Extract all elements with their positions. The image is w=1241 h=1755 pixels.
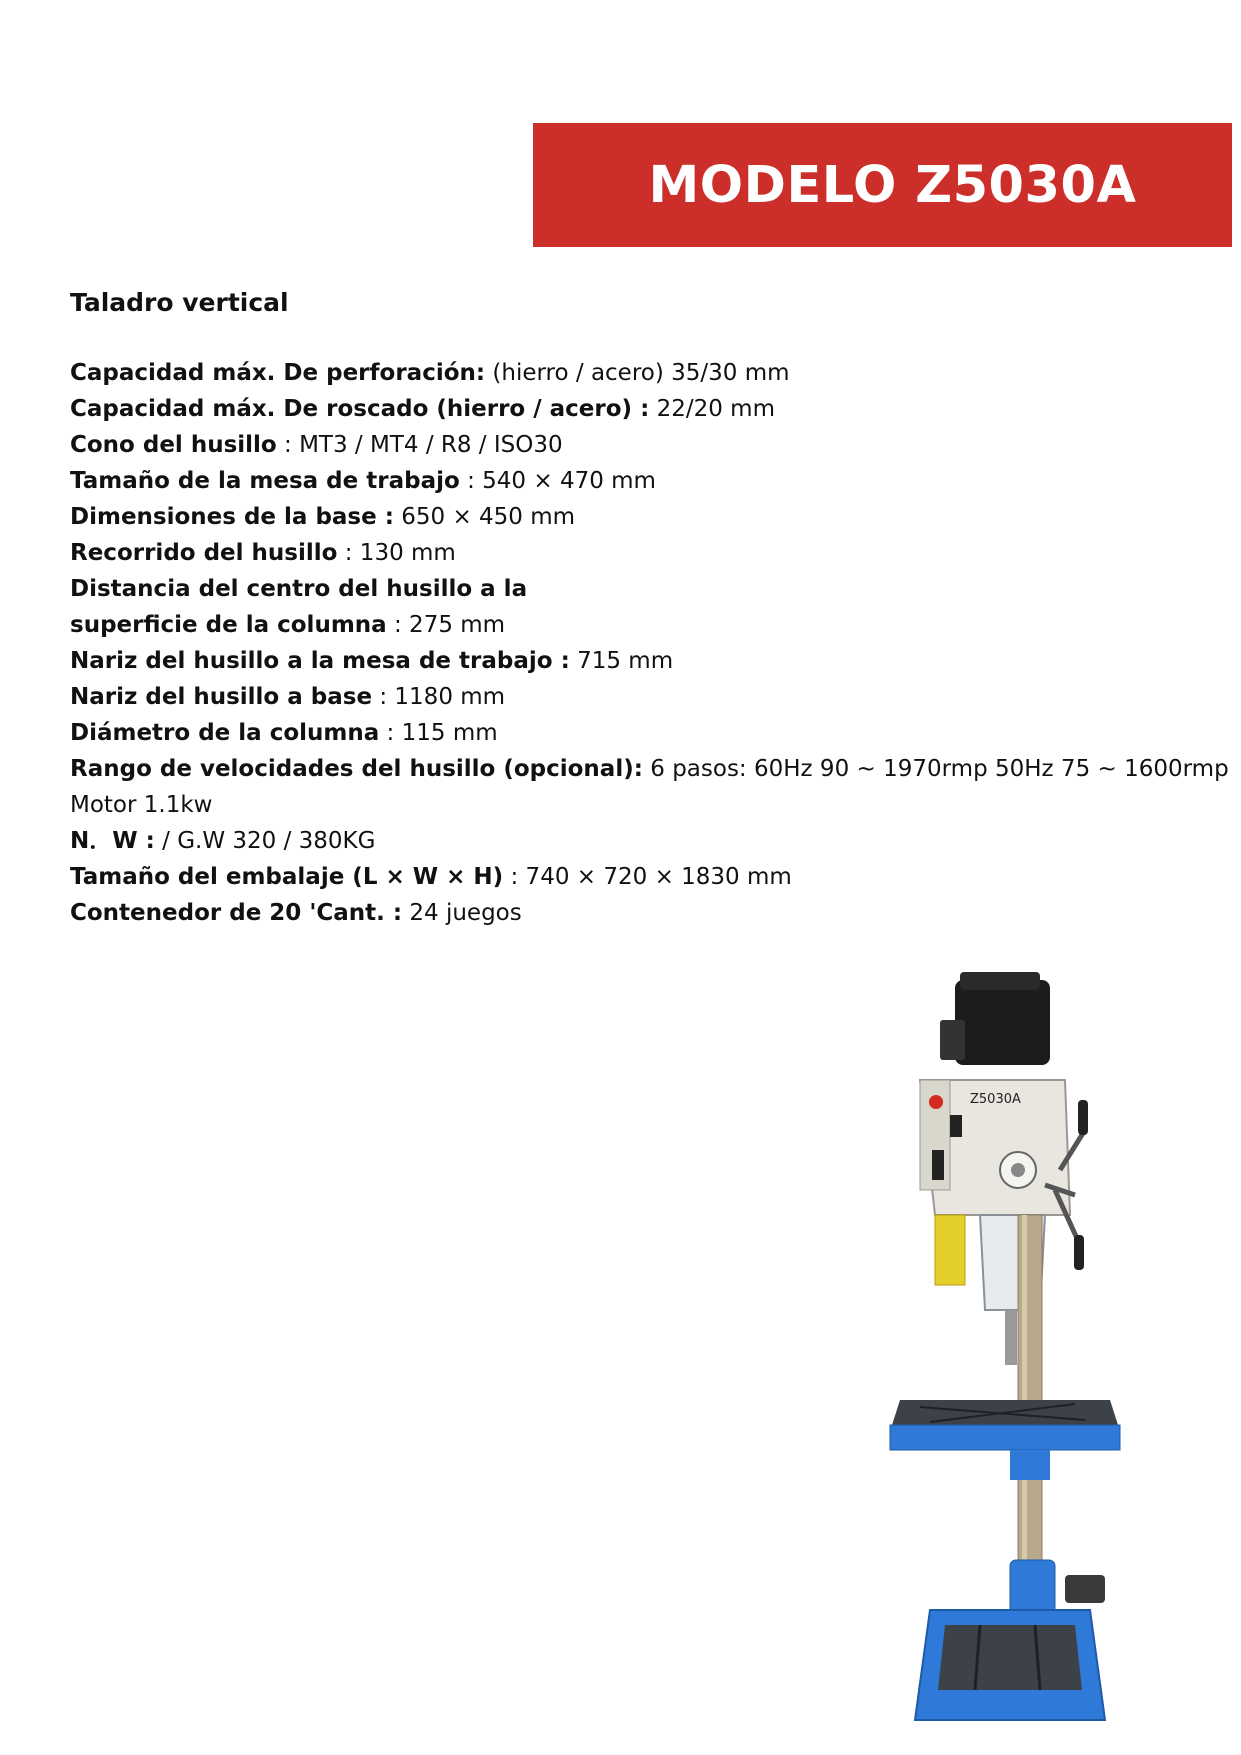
spec-line: [70, 535, 1240, 571]
spec-label: Capacidad máx. De perforación:: [70, 360, 486, 386]
specs-list: [70, 355, 1240, 931]
spec-label: Dimensiones de la base :: [70, 504, 394, 530]
spec-line: [70, 571, 1240, 607]
spec-line: [70, 715, 1240, 751]
spec-label: Diámetro de la columna: [70, 720, 380, 746]
spec-label: Recorrido del husillo: [70, 540, 338, 566]
spec-label: Tamaño de la mesa de trabajo: [70, 468, 460, 494]
spec-value: : 1180 mm: [372, 684, 506, 710]
spec-line: [70, 607, 1240, 643]
spec-line: [70, 751, 1240, 787]
model-title: MODELO Z5030A: [648, 155, 1137, 215]
spec-label: Tamaño del embalaje (L × W × H): [70, 864, 504, 890]
spec-line: [70, 859, 1240, 895]
spec-value: : 275 mm: [386, 612, 506, 638]
spec-line: [70, 823, 1240, 859]
spec-line: [70, 427, 1240, 463]
spec-value: 24 juegos: [402, 900, 522, 926]
machine-panel-label: Z5030A: [970, 1092, 1021, 1107]
spec-line: [70, 355, 1240, 391]
drill-press-image: [860, 970, 1130, 1730]
spec-label: Nariz del husillo a base: [70, 684, 373, 710]
spec-line: [70, 643, 1240, 679]
spec-label: Rango de velocidades del husillo (opcional):: [70, 756, 643, 782]
spec-value: Motor 1.1kw: [70, 792, 213, 818]
spec-value: / G.W 320 / 380KG: [154, 828, 376, 854]
spec-value: 22/20 mm: [649, 396, 775, 422]
spec-value: : 115 mm: [379, 720, 498, 746]
spec-value: 715 mm: [569, 648, 674, 674]
spec-line: [70, 463, 1240, 499]
product-subtitle: Taladro vertical: [70, 288, 289, 317]
spec-line: [70, 895, 1240, 931]
spec-line: [70, 391, 1240, 427]
spec-label: Distancia del centro del husillo a la: [70, 576, 528, 602]
spec-line: [70, 679, 1240, 715]
model-banner: [533, 123, 1232, 247]
spec-value: 6 pasos: 60Hz 90 ~ 1970rmp 50Hz 75 ~ 1600rmp: [642, 756, 1229, 782]
spec-line: [70, 499, 1240, 535]
spec-value: (hierro / acero) 35/30 mm: [485, 360, 790, 386]
spec-label: N．W :: [70, 828, 155, 854]
spec-label: Contenedor de 20 'Cant. :: [70, 900, 403, 926]
spec-value: 650 × 450 mm: [393, 504, 576, 530]
spec-value: : 540 × 470 mm: [459, 468, 656, 494]
spec-label: Cono del husillo: [70, 432, 277, 458]
spec-value: : 740 × 720 × 1830 mm: [503, 864, 792, 890]
spec-label: Nariz del husillo a la mesa de trabajo :: [70, 648, 570, 674]
drill-press-illustration: [860, 970, 1130, 1730]
spec-value: : 130 mm: [337, 540, 456, 566]
spec-line: [70, 787, 1240, 823]
spec-label: Capacidad máx. De roscado (hierro / acero) :: [70, 396, 650, 422]
spec-label: superficie de la columna: [70, 612, 387, 638]
spec-value: : MT3 / MT4 / R8 / ISO30: [276, 432, 563, 458]
